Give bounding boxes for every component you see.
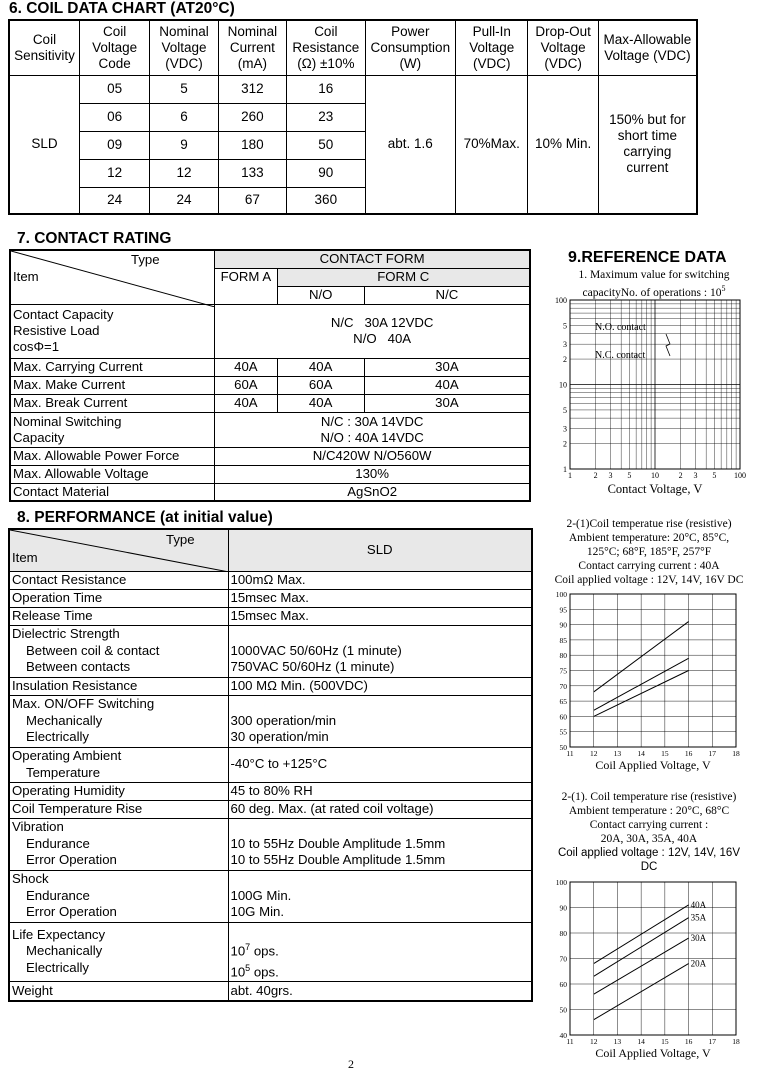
y-tick-label: 100 [555, 590, 567, 599]
row-label: Mechanically [26, 712, 103, 728]
leader-line [666, 334, 670, 356]
y-tick-label: 85 [559, 635, 567, 645]
y-tick-label: 2 [563, 439, 567, 449]
y-tick-label: 55 [559, 727, 567, 737]
row-label: Life Expectancy [12, 926, 106, 942]
coil-header: Pull-In Voltage (VDC) [456, 20, 528, 75]
cell-exponent: 5 [245, 962, 251, 973]
cell: 10 to 55Hz Double Amplitude 1.5mm [230, 852, 446, 868]
x-tick-label: 14 [637, 749, 645, 758]
x-tick-label: 15 [661, 1037, 669, 1046]
cell: 9 [150, 131, 218, 159]
row-label: Operating Ambient [12, 748, 122, 763]
row-label: Dielectric Strength [12, 626, 120, 642]
x-tick-label: 17 [708, 1037, 717, 1046]
cell-unit: ops. [250, 964, 279, 980]
coil-header: Coil Sensitivity [9, 20, 79, 75]
coil-heading: 6. COIL DATA CHART (AT20°C) [9, 0, 235, 17]
graph2-line-chart [548, 588, 753, 774]
cell: 10G Min. [230, 904, 285, 920]
y-tick-label: 80 [559, 929, 567, 938]
cell: 67 [218, 187, 286, 214]
x-tick-label: 16 [684, 749, 693, 758]
cell: 23 [287, 103, 365, 131]
cell: 300 operation/min [230, 712, 337, 728]
y-tick-label: 90 [559, 903, 567, 913]
table-row [9, 589, 532, 607]
coil-header: Nominal Current (mA) [218, 20, 286, 75]
row-label: Max. Make Current [10, 376, 215, 394]
row-label: Max. Carrying Current [10, 358, 215, 376]
cell: 6 [150, 103, 218, 131]
no-header: N/O [277, 286, 364, 304]
type-item-cell [10, 250, 215, 304]
type-label: Type [131, 252, 160, 267]
cell: 24 [79, 187, 149, 214]
reference-heading: 9.REFERENCE DATA [568, 249, 727, 266]
row-label: Contact Resistance [9, 571, 228, 589]
series-label: 35A [690, 912, 707, 923]
type-label: Type [166, 532, 195, 547]
cell: 40A [215, 394, 277, 412]
table-row [10, 447, 530, 465]
row-label: Resistive Load [13, 323, 100, 338]
performance-table [8, 528, 533, 1002]
table-row [10, 358, 530, 376]
row-label: Shock [12, 871, 49, 887]
x-tick-label: 18 [732, 1037, 740, 1046]
cell: 15msec Max. [228, 607, 532, 625]
cell: N/O 40A [353, 331, 412, 346]
table-row [10, 394, 530, 412]
graph-title-line: Contact carrying current : 40A [578, 560, 720, 572]
graph-title-line: Ambient temperature : 20°C, 68°C [568, 805, 730, 817]
graph1-log-chart [548, 294, 753, 500]
cell: abt. 40grs. [228, 981, 532, 1001]
cell: N/O : 40A 14VDC [320, 429, 424, 445]
cell: 130% [215, 465, 530, 483]
row-label: Contact Material [10, 483, 215, 501]
table-row [10, 483, 530, 501]
table-row [9, 607, 532, 625]
cell: 09 [79, 131, 149, 159]
graph-title-line: capacityNo. of operations : 10 [582, 286, 722, 299]
cell: 06 [79, 103, 149, 131]
graph-title-line: DC [640, 861, 658, 873]
power-consumption: abt. 1.6 [365, 75, 456, 214]
table-row [9, 818, 532, 870]
graph2-title [540, 517, 758, 587]
table-row [9, 571, 532, 589]
row-label: Operation Time [9, 589, 228, 607]
coil-header: Coil Resistance (Ω) ±10% [287, 20, 365, 75]
cell: 15msec Max. [228, 589, 532, 607]
x-tick-label: 14 [637, 1037, 645, 1046]
cell: 40A [277, 394, 364, 412]
graph-title-line: 1. Maximum value for switching [578, 269, 730, 281]
x-tick-label: 3 [608, 471, 613, 480]
table-row [10, 465, 530, 483]
x-tick-label: 10 [651, 471, 659, 480]
page-number: 2 [348, 1057, 354, 1071]
row-label: Contact Capacity [13, 307, 114, 322]
y-tick-label: 90 [559, 620, 567, 630]
x-tick-label: 3 [693, 471, 698, 480]
x-tick-label: 12 [589, 749, 598, 758]
cell-base: 10 [230, 964, 246, 980]
series-label: N.O. contact [595, 322, 646, 333]
table-row [10, 376, 530, 394]
y-tick-label: 40 [559, 1031, 567, 1040]
cell: 10 to 55Hz Double Amplitude 1.5mm [230, 835, 446, 851]
row-label: cosΦ=1 [13, 339, 60, 354]
item-label: Item [13, 269, 39, 284]
graph-title-exponent: 5 [721, 284, 726, 293]
cell: N/C 30A 12VDC [330, 315, 434, 330]
row-label: Endurance [26, 835, 90, 851]
max-allowable-voltage: 150% but for short time carrying current [598, 75, 697, 214]
cell: 30A [364, 358, 530, 376]
cell: 30A [364, 394, 530, 412]
series-label: N.C. contact [595, 350, 646, 361]
row-label: Between contacts [26, 659, 131, 675]
x-axis-label: Contact Voltage, V [607, 482, 703, 496]
cell-base: 10 [230, 943, 246, 959]
x-tick-label: 13 [613, 749, 622, 758]
graph-title-line: 2-(1). Coil temperature rise (resistive) [561, 791, 737, 803]
coil-header: Drop-Out Voltage (VDC) [528, 20, 598, 75]
row-label: Error Operation [26, 904, 117, 920]
row-label: Release Time [9, 607, 228, 625]
coil-data-table [8, 19, 698, 215]
y-tick-label: 5 [563, 405, 567, 415]
y-tick-label: 100 [555, 296, 567, 305]
graph-title-line: Coil applied voltage : 12V, 14V, 16V DC [554, 574, 744, 586]
x-tick-label: 16 [684, 1037, 693, 1046]
cell: 100 MΩ Min. (500VDC) [228, 677, 532, 695]
y-tick-label: 60 [559, 980, 567, 989]
row-label: Between coil & contact [26, 642, 160, 658]
y-tick-label: 70 [559, 681, 567, 691]
x-tick-label: 2 [678, 471, 683, 480]
row-label: Max. Break Current [10, 394, 215, 412]
table-row [9, 800, 532, 818]
table-row [10, 304, 530, 358]
graph-title-line: Contact carrying current : [589, 819, 709, 831]
y-tick-label: 50 [559, 1005, 567, 1015]
table-row [9, 782, 532, 800]
coil-header: Max-Allowable Voltage (VDC) [598, 20, 697, 75]
cell: 40A [215, 358, 277, 376]
type-item-cell [9, 529, 228, 571]
cell: 16 [287, 75, 365, 103]
cell: -40°C to +125°C [228, 747, 532, 782]
y-tick-label: 50 [559, 743, 567, 752]
table-row [9, 75, 697, 103]
x-tick-label: 2 [593, 471, 598, 480]
contact-heading: 7. CONTACT RATING [17, 230, 172, 247]
coil-header: Coil Voltage Code [79, 20, 149, 75]
form-c-header: FORM C [277, 268, 530, 286]
cell: 60 deg. Max. (at rated coil voltage) [228, 800, 532, 818]
contact-rating-table [9, 249, 531, 502]
y-tick-label: 60 [559, 712, 567, 722]
graph-title-line: Ambient temperature: 20°C, 85°C, [568, 532, 730, 544]
cell: 180 [218, 131, 286, 159]
row-label: Coil Temperature Rise [9, 800, 228, 818]
x-tick-label: 5 [712, 471, 717, 480]
cell: 60A [277, 376, 364, 394]
cell: 40A [277, 358, 364, 376]
cell: 60A [215, 376, 277, 394]
nc-header: N/C [364, 286, 530, 304]
table-row [9, 747, 532, 782]
cell: 100mΩ Max. [228, 571, 532, 589]
item-label: Item [12, 550, 38, 565]
contact-form-header: CONTACT FORM [215, 250, 530, 268]
y-tick-label: 1 [563, 465, 567, 474]
cell [231, 939, 530, 960]
table-row [9, 922, 532, 981]
graph-title-line: Coil applied voltage : 12V, 14V, 16V [557, 847, 740, 859]
cell [231, 960, 530, 981]
coil-header-row [9, 20, 697, 75]
graph-title-line: 20A, 30A, 35A, 40A [600, 833, 698, 845]
cell: 12 [79, 159, 149, 187]
diagonal-line [10, 530, 229, 572]
x-tick-label: 11 [566, 749, 574, 758]
form-a-header: FORM A [215, 268, 277, 304]
cell: 5 [150, 75, 218, 103]
y-tick-label: 75 [559, 666, 567, 676]
cell: 133 [218, 159, 286, 187]
pull-in-voltage: 70%Max. [456, 75, 528, 214]
table-row [10, 412, 530, 447]
row-label: Insulation Resistance [9, 677, 228, 695]
x-tick-label: 100 [734, 471, 746, 480]
x-tick-label: 1 [568, 471, 572, 480]
graph3-line-chart [548, 876, 753, 1062]
y-tick-label: 65 [559, 697, 567, 707]
x-tick-label: 17 [708, 749, 717, 758]
cell: N/C420W N/O560W [215, 447, 530, 465]
row-label: Max. ON/OFF Switching [12, 696, 155, 712]
row-label: Weight [9, 981, 228, 1001]
x-tick-label: 11 [566, 1037, 574, 1046]
row-label: Capacity [13, 429, 65, 445]
row-label: Vibration [12, 819, 64, 835]
cell: 360 [287, 187, 365, 214]
drop-out-voltage: 10% Min. [528, 75, 598, 214]
cell-exponent: 7 [245, 942, 251, 952]
cell: 24 [150, 187, 218, 214]
row-label: Error Operation [26, 852, 117, 868]
cell: 30 operation/min [230, 729, 329, 745]
x-axis-label: Coil Applied Voltage, V [595, 1046, 711, 1060]
row-label: Nominal Switching [13, 413, 122, 429]
graph3-title [540, 790, 758, 874]
y-tick-label: 5 [563, 321, 567, 331]
x-tick-label: 18 [732, 749, 740, 758]
y-tick-label: 70 [559, 954, 567, 964]
x-tick-label: 15 [661, 749, 669, 758]
x-axis-label: Coil Applied Voltage, V [595, 758, 711, 772]
graph-title-line: 125°C; 68°F, 185°F, 257°F [586, 546, 712, 558]
series-label: 30A [690, 933, 707, 944]
y-tick-label: 3 [563, 424, 567, 434]
row-label: Electrically [26, 729, 90, 745]
series-label: 20A [690, 958, 707, 969]
y-tick-label: 100 [555, 878, 567, 887]
cell: 100G Min. [230, 887, 292, 903]
sld-header: SLD [228, 529, 532, 571]
coil-sensitivity: SLD [9, 75, 79, 214]
cell: 12 [150, 159, 218, 187]
cell: 750VAC 50/60Hz (1 minute) [230, 659, 395, 675]
table-row [9, 625, 532, 677]
cell: 40A [364, 376, 530, 394]
row-label: Temperature [26, 764, 101, 780]
y-tick-label: 80 [559, 651, 567, 661]
y-tick-label: 2 [563, 355, 567, 365]
coil-header: Nominal Voltage (VDC) [150, 20, 218, 75]
row-label: Max. Allowable Power Force [10, 447, 215, 465]
row-label: Mechanically [26, 943, 103, 959]
cell: N/C : 30A 14VDC [320, 413, 424, 429]
row-label: Max. Allowable Voltage [10, 465, 215, 483]
y-tick-label: 3 [563, 340, 567, 350]
coil-header: Power Consumption (W) [365, 20, 456, 75]
graph-title-line: 2-(1)Coil temperatue rise (resistive) [566, 518, 732, 530]
cell: 90 [287, 159, 365, 187]
x-tick-label: 5 [627, 471, 632, 480]
cell: 1000VAC 50/60Hz (1 minute) [230, 642, 402, 658]
cell: 05 [79, 75, 149, 103]
table-row [9, 981, 532, 1001]
cell: 260 [218, 103, 286, 131]
table-row [9, 695, 532, 747]
table-row [9, 677, 532, 695]
cell: 45 to 80% RH [228, 782, 532, 800]
cell: 312 [218, 75, 286, 103]
table-row [9, 870, 532, 922]
cell: 50 [287, 131, 365, 159]
y-tick-label: 95 [559, 605, 567, 615]
x-tick-label: 13 [613, 1037, 622, 1046]
cell: AgSnO2 [215, 483, 530, 501]
diagonal-line [11, 251, 215, 307]
row-label: Operating Humidity [9, 782, 228, 800]
cell-unit: ops. [250, 943, 279, 959]
row-label: Electrically [26, 959, 90, 975]
x-tick-label: 12 [589, 1037, 598, 1046]
series-label: 40A [690, 899, 707, 910]
row-label: Endurance [26, 887, 90, 903]
y-tick-label: 10 [559, 380, 567, 390]
performance-heading: 8. PERFORMANCE (at initial value) [17, 509, 273, 526]
